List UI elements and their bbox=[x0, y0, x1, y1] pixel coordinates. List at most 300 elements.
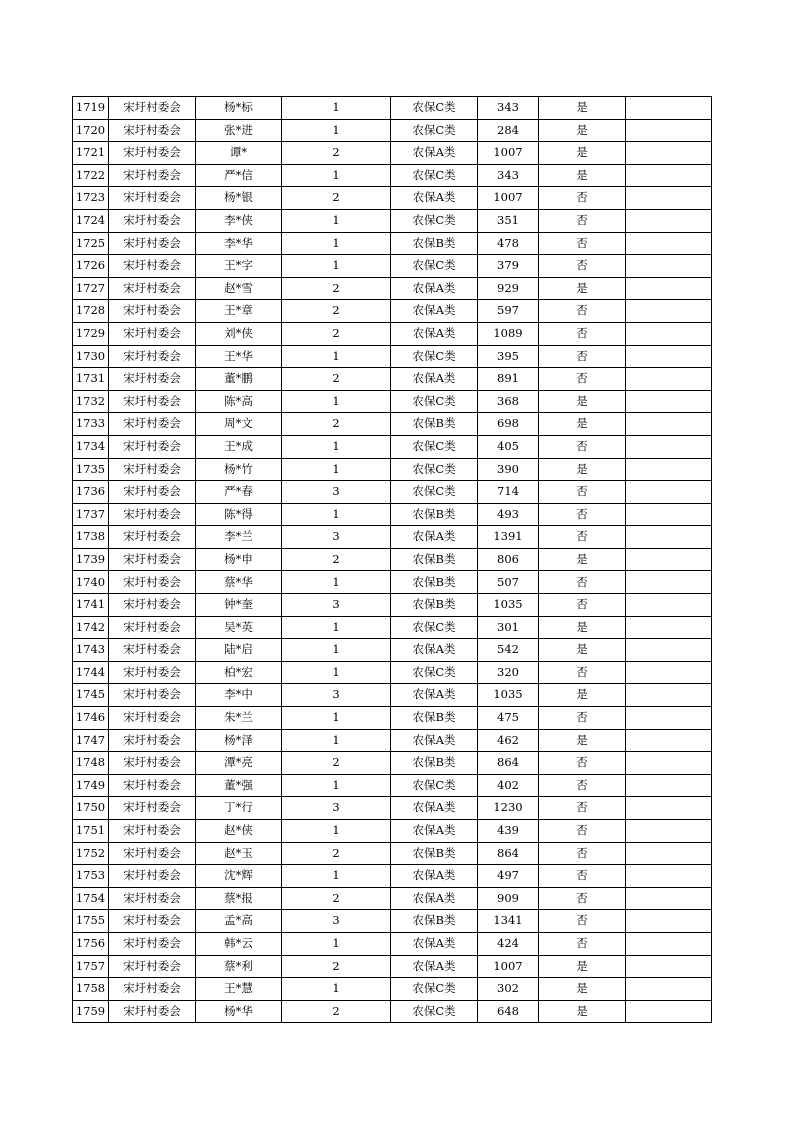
village-committee-cell: 宋圩村委会 bbox=[109, 1000, 196, 1023]
insurance-category-cell: 农保C类 bbox=[391, 164, 478, 187]
amount-cell: 402 bbox=[478, 774, 539, 797]
table-row bbox=[73, 616, 712, 639]
name-cell: 吴*英 bbox=[196, 616, 282, 639]
village-committee-cell: 宋圩村委会 bbox=[109, 435, 196, 458]
yes-no-cell: 是 bbox=[539, 277, 626, 300]
remark-cell bbox=[626, 232, 712, 255]
yes-no-cell: 是 bbox=[539, 1000, 626, 1023]
household-count-cell: 2 bbox=[282, 887, 391, 910]
village-committee-cell: 宋圩村委会 bbox=[109, 774, 196, 797]
village-committee-cell: 宋圩村委会 bbox=[109, 932, 196, 955]
amount-cell: 864 bbox=[478, 752, 539, 775]
insurance-category-cell: 农保A类 bbox=[391, 955, 478, 978]
amount-cell: 698 bbox=[478, 413, 539, 436]
name-cell: 赵*雪 bbox=[196, 277, 282, 300]
yes-no-cell: 否 bbox=[539, 797, 626, 820]
remark-cell bbox=[626, 345, 712, 368]
table-row bbox=[73, 142, 712, 165]
table-row bbox=[73, 232, 712, 255]
row-number-cell: 1736 bbox=[73, 481, 109, 504]
table-row bbox=[73, 820, 712, 843]
household-count-cell: 1 bbox=[282, 119, 391, 142]
table-row bbox=[73, 255, 712, 278]
remark-cell bbox=[626, 164, 712, 187]
insurance-category-cell: 农保C类 bbox=[391, 209, 478, 232]
yes-no-cell: 否 bbox=[539, 526, 626, 549]
row-number-cell: 1743 bbox=[73, 639, 109, 662]
village-committee-cell: 宋圩村委会 bbox=[109, 639, 196, 662]
yes-no-cell: 否 bbox=[539, 368, 626, 391]
name-cell: 董*强 bbox=[196, 774, 282, 797]
row-number-cell: 1724 bbox=[73, 209, 109, 232]
amount-cell: 648 bbox=[478, 1000, 539, 1023]
name-cell: 刘*侠 bbox=[196, 322, 282, 345]
amount-cell: 395 bbox=[478, 345, 539, 368]
table-row bbox=[73, 729, 712, 752]
row-number-cell: 1720 bbox=[73, 119, 109, 142]
remark-cell bbox=[626, 187, 712, 210]
row-number-cell: 1750 bbox=[73, 797, 109, 820]
village-committee-cell: 宋圩村委会 bbox=[109, 797, 196, 820]
row-number-cell: 1729 bbox=[73, 322, 109, 345]
name-cell: 王*成 bbox=[196, 435, 282, 458]
insurance-category-cell: 农保A类 bbox=[391, 820, 478, 843]
name-cell: 李*侠 bbox=[196, 209, 282, 232]
name-cell: 杨*华 bbox=[196, 1000, 282, 1023]
amount-cell: 379 bbox=[478, 255, 539, 278]
amount-cell: 597 bbox=[478, 300, 539, 323]
insurance-category-cell: 农保A类 bbox=[391, 368, 478, 391]
row-number-cell: 1748 bbox=[73, 752, 109, 775]
village-committee-cell: 宋圩村委会 bbox=[109, 255, 196, 278]
household-count-cell: 1 bbox=[282, 571, 391, 594]
household-count-cell: 3 bbox=[282, 526, 391, 549]
remark-cell bbox=[626, 842, 712, 865]
yes-no-cell: 否 bbox=[539, 707, 626, 730]
table-row bbox=[73, 413, 712, 436]
amount-cell: 478 bbox=[478, 232, 539, 255]
amount-cell: 1089 bbox=[478, 322, 539, 345]
table-row bbox=[73, 322, 712, 345]
yes-no-cell: 否 bbox=[539, 842, 626, 865]
name-cell: 陈*得 bbox=[196, 503, 282, 526]
amount-cell: 929 bbox=[478, 277, 539, 300]
yes-no-cell: 是 bbox=[539, 458, 626, 481]
amount-cell: 806 bbox=[478, 548, 539, 571]
insurance-category-cell: 农保B类 bbox=[391, 707, 478, 730]
name-cell: 孟*高 bbox=[196, 910, 282, 933]
yes-no-cell: 否 bbox=[539, 594, 626, 617]
remark-cell bbox=[626, 978, 712, 1001]
village-committee-cell: 宋圩村委会 bbox=[109, 526, 196, 549]
insurance-category-cell: 农保C类 bbox=[391, 390, 478, 413]
name-cell: 蔡*报 bbox=[196, 887, 282, 910]
table-row bbox=[73, 345, 712, 368]
name-cell: 王*慧 bbox=[196, 978, 282, 1001]
name-cell: 王*华 bbox=[196, 345, 282, 368]
amount-cell: 1391 bbox=[478, 526, 539, 549]
amount-cell: 405 bbox=[478, 435, 539, 458]
household-count-cell: 1 bbox=[282, 97, 391, 120]
remark-cell bbox=[626, 1000, 712, 1023]
household-count-cell: 1 bbox=[282, 820, 391, 843]
table-row bbox=[73, 955, 712, 978]
household-count-cell: 1 bbox=[282, 435, 391, 458]
row-number-cell: 1756 bbox=[73, 932, 109, 955]
insurance-category-cell: 农保C类 bbox=[391, 661, 478, 684]
remark-cell bbox=[626, 300, 712, 323]
name-cell: 丁*行 bbox=[196, 797, 282, 820]
insurance-category-cell: 农保A类 bbox=[391, 932, 478, 955]
village-committee-cell: 宋圩村委会 bbox=[109, 752, 196, 775]
table-row bbox=[73, 164, 712, 187]
amount-cell: 1035 bbox=[478, 684, 539, 707]
amount-cell: 390 bbox=[478, 458, 539, 481]
remark-cell bbox=[626, 458, 712, 481]
household-count-cell: 2 bbox=[282, 187, 391, 210]
insurance-category-cell: 农保A类 bbox=[391, 142, 478, 165]
village-committee-cell: 宋圩村委会 bbox=[109, 164, 196, 187]
name-cell: 王*字 bbox=[196, 255, 282, 278]
table-row bbox=[73, 119, 712, 142]
insurance-category-cell: 农保C类 bbox=[391, 345, 478, 368]
name-cell: 陈*高 bbox=[196, 390, 282, 413]
amount-cell: 493 bbox=[478, 503, 539, 526]
yes-no-cell: 否 bbox=[539, 820, 626, 843]
household-count-cell: 1 bbox=[282, 729, 391, 752]
yes-no-cell: 是 bbox=[539, 548, 626, 571]
row-number-cell: 1719 bbox=[73, 97, 109, 120]
village-committee-cell: 宋圩村委会 bbox=[109, 187, 196, 210]
household-count-cell: 2 bbox=[282, 142, 391, 165]
village-committee-cell: 宋圩村委会 bbox=[109, 503, 196, 526]
name-cell: 李*华 bbox=[196, 232, 282, 255]
row-number-cell: 1732 bbox=[73, 390, 109, 413]
yes-no-cell: 否 bbox=[539, 209, 626, 232]
village-committee-cell: 宋圩村委会 bbox=[109, 548, 196, 571]
table-row bbox=[73, 842, 712, 865]
yes-no-cell: 是 bbox=[539, 413, 626, 436]
remark-cell bbox=[626, 661, 712, 684]
amount-cell: 1007 bbox=[478, 187, 539, 210]
name-cell: 李*中 bbox=[196, 684, 282, 707]
yes-no-cell: 是 bbox=[539, 119, 626, 142]
name-cell: 严*信 bbox=[196, 164, 282, 187]
village-committee-cell: 宋圩村委会 bbox=[109, 209, 196, 232]
remark-cell bbox=[626, 774, 712, 797]
village-committee-cell: 宋圩村委会 bbox=[109, 277, 196, 300]
household-count-cell: 3 bbox=[282, 481, 391, 504]
name-cell: 赵*玉 bbox=[196, 842, 282, 865]
name-cell: 王*章 bbox=[196, 300, 282, 323]
village-committee-cell: 宋圩村委会 bbox=[109, 481, 196, 504]
yes-no-cell: 否 bbox=[539, 503, 626, 526]
insurance-category-cell: 农保A类 bbox=[391, 187, 478, 210]
amount-cell: 864 bbox=[478, 842, 539, 865]
row-number-cell: 1742 bbox=[73, 616, 109, 639]
remark-cell bbox=[626, 503, 712, 526]
yes-no-cell: 否 bbox=[539, 232, 626, 255]
household-count-cell: 2 bbox=[282, 752, 391, 775]
insurance-category-cell: 农保B类 bbox=[391, 752, 478, 775]
village-committee-cell: 宋圩村委会 bbox=[109, 571, 196, 594]
yes-no-cell: 否 bbox=[539, 481, 626, 504]
name-cell: 张*进 bbox=[196, 119, 282, 142]
name-cell: 周*文 bbox=[196, 413, 282, 436]
village-committee-cell: 宋圩村委会 bbox=[109, 390, 196, 413]
row-number-cell: 1747 bbox=[73, 729, 109, 752]
table-row bbox=[73, 865, 712, 888]
yes-no-cell: 否 bbox=[539, 322, 626, 345]
yes-no-cell: 否 bbox=[539, 752, 626, 775]
remark-cell bbox=[626, 684, 712, 707]
remark-cell bbox=[626, 322, 712, 345]
table-row bbox=[73, 97, 712, 120]
household-count-cell: 3 bbox=[282, 797, 391, 820]
name-cell: 谭* bbox=[196, 142, 282, 165]
table-row bbox=[73, 1000, 712, 1023]
household-count-cell: 1 bbox=[282, 978, 391, 1001]
amount-cell: 424 bbox=[478, 932, 539, 955]
amount-cell: 475 bbox=[478, 707, 539, 730]
household-count-cell: 2 bbox=[282, 300, 391, 323]
remark-cell bbox=[626, 865, 712, 888]
name-cell: 赵*侠 bbox=[196, 820, 282, 843]
household-count-cell: 2 bbox=[282, 955, 391, 978]
insurance-category-cell: 农保C类 bbox=[391, 458, 478, 481]
row-number-cell: 1744 bbox=[73, 661, 109, 684]
row-number-cell: 1737 bbox=[73, 503, 109, 526]
amount-cell: 351 bbox=[478, 209, 539, 232]
amount-cell: 368 bbox=[478, 390, 539, 413]
amount-cell: 320 bbox=[478, 661, 539, 684]
village-committee-cell: 宋圩村委会 bbox=[109, 910, 196, 933]
row-number-cell: 1752 bbox=[73, 842, 109, 865]
village-committee-cell: 宋圩村委会 bbox=[109, 661, 196, 684]
table-row bbox=[73, 368, 712, 391]
yes-no-cell: 是 bbox=[539, 639, 626, 662]
yes-no-cell: 是 bbox=[539, 142, 626, 165]
village-committee-cell: 宋圩村委会 bbox=[109, 955, 196, 978]
row-number-cell: 1723 bbox=[73, 187, 109, 210]
yes-no-cell: 是 bbox=[539, 164, 626, 187]
household-count-cell: 1 bbox=[282, 458, 391, 481]
remark-cell bbox=[626, 797, 712, 820]
remark-cell bbox=[626, 548, 712, 571]
household-count-cell: 2 bbox=[282, 413, 391, 436]
name-cell: 董*鹏 bbox=[196, 368, 282, 391]
yes-no-cell: 否 bbox=[539, 435, 626, 458]
insurance-category-cell: 农保A类 bbox=[391, 865, 478, 888]
insurance-category-cell: 农保A类 bbox=[391, 797, 478, 820]
remark-cell bbox=[626, 932, 712, 955]
table-row bbox=[73, 797, 712, 820]
row-number-cell: 1757 bbox=[73, 955, 109, 978]
yes-no-cell: 否 bbox=[539, 774, 626, 797]
yes-no-cell: 否 bbox=[539, 255, 626, 278]
household-count-cell: 1 bbox=[282, 639, 391, 662]
table-row bbox=[73, 458, 712, 481]
yes-no-cell: 否 bbox=[539, 865, 626, 888]
remark-cell bbox=[626, 481, 712, 504]
household-count-cell: 1 bbox=[282, 616, 391, 639]
table-row bbox=[73, 910, 712, 933]
row-number-cell: 1754 bbox=[73, 887, 109, 910]
yes-no-cell: 否 bbox=[539, 345, 626, 368]
name-cell: 严*春 bbox=[196, 481, 282, 504]
row-number-cell: 1730 bbox=[73, 345, 109, 368]
remark-cell bbox=[626, 97, 712, 120]
amount-cell: 1007 bbox=[478, 955, 539, 978]
row-number-cell: 1733 bbox=[73, 413, 109, 436]
village-committee-cell: 宋圩村委会 bbox=[109, 729, 196, 752]
table-row bbox=[73, 661, 712, 684]
yes-no-cell: 是 bbox=[539, 684, 626, 707]
row-number-cell: 1731 bbox=[73, 368, 109, 391]
yes-no-cell: 是 bbox=[539, 616, 626, 639]
insurance-category-cell: 农保A类 bbox=[391, 729, 478, 752]
village-committee-cell: 宋圩村委会 bbox=[109, 684, 196, 707]
remark-cell bbox=[626, 390, 712, 413]
row-number-cell: 1735 bbox=[73, 458, 109, 481]
household-count-cell: 1 bbox=[282, 255, 391, 278]
amount-cell: 497 bbox=[478, 865, 539, 888]
amount-cell: 1007 bbox=[478, 142, 539, 165]
name-cell: 蔡*利 bbox=[196, 955, 282, 978]
household-count-cell: 1 bbox=[282, 503, 391, 526]
row-number-cell: 1751 bbox=[73, 820, 109, 843]
village-committee-cell: 宋圩村委会 bbox=[109, 458, 196, 481]
row-number-cell: 1722 bbox=[73, 164, 109, 187]
remark-cell bbox=[626, 435, 712, 458]
insurance-category-cell: 农保B类 bbox=[391, 571, 478, 594]
remark-cell bbox=[626, 571, 712, 594]
insurance-category-cell: 农保C类 bbox=[391, 1000, 478, 1023]
remark-cell bbox=[626, 887, 712, 910]
village-committee-cell: 宋圩村委会 bbox=[109, 232, 196, 255]
village-committee-cell: 宋圩村委会 bbox=[109, 820, 196, 843]
row-number-cell: 1749 bbox=[73, 774, 109, 797]
insurance-category-cell: 农保C类 bbox=[391, 255, 478, 278]
insurance-category-cell: 农保B类 bbox=[391, 232, 478, 255]
name-cell: 杨*申 bbox=[196, 548, 282, 571]
table-row bbox=[73, 639, 712, 662]
amount-cell: 343 bbox=[478, 164, 539, 187]
amount-cell: 343 bbox=[478, 97, 539, 120]
row-number-cell: 1745 bbox=[73, 684, 109, 707]
household-count-cell: 1 bbox=[282, 345, 391, 368]
household-count-cell: 3 bbox=[282, 910, 391, 933]
amount-cell: 1341 bbox=[478, 910, 539, 933]
table-row bbox=[73, 932, 712, 955]
insurance-category-cell: 农保B类 bbox=[391, 910, 478, 933]
village-committee-cell: 宋圩村委会 bbox=[109, 978, 196, 1001]
data-table bbox=[72, 96, 712, 1023]
yes-no-cell: 否 bbox=[539, 932, 626, 955]
row-number-cell: 1727 bbox=[73, 277, 109, 300]
yes-no-cell: 是 bbox=[539, 390, 626, 413]
name-cell: 杨*标 bbox=[196, 97, 282, 120]
household-count-cell: 1 bbox=[282, 661, 391, 684]
village-committee-cell: 宋圩村委会 bbox=[109, 300, 196, 323]
household-count-cell: 1 bbox=[282, 209, 391, 232]
amount-cell: 714 bbox=[478, 481, 539, 504]
insurance-category-cell: 农保B类 bbox=[391, 413, 478, 436]
name-cell: 韩*云 bbox=[196, 932, 282, 955]
village-committee-cell: 宋圩村委会 bbox=[109, 97, 196, 120]
row-number-cell: 1758 bbox=[73, 978, 109, 1001]
village-committee-cell: 宋圩村委会 bbox=[109, 594, 196, 617]
row-number-cell: 1741 bbox=[73, 594, 109, 617]
insurance-category-cell: 农保C类 bbox=[391, 978, 478, 1001]
insurance-category-cell: 农保A类 bbox=[391, 300, 478, 323]
insurance-category-cell: 农保A类 bbox=[391, 526, 478, 549]
yes-no-cell: 是 bbox=[539, 955, 626, 978]
row-number-cell: 1759 bbox=[73, 1000, 109, 1023]
insurance-category-cell: 农保A类 bbox=[391, 887, 478, 910]
row-number-cell: 1740 bbox=[73, 571, 109, 594]
insurance-category-cell: 农保C类 bbox=[391, 774, 478, 797]
name-cell: 朱*兰 bbox=[196, 707, 282, 730]
amount-cell: 909 bbox=[478, 887, 539, 910]
table-row bbox=[73, 503, 712, 526]
yes-no-cell: 否 bbox=[539, 300, 626, 323]
row-number-cell: 1726 bbox=[73, 255, 109, 278]
village-committee-cell: 宋圩村委会 bbox=[109, 865, 196, 888]
household-count-cell: 2 bbox=[282, 368, 391, 391]
table-row bbox=[73, 774, 712, 797]
village-committee-cell: 宋圩村委会 bbox=[109, 119, 196, 142]
row-number-cell: 1753 bbox=[73, 865, 109, 888]
table-row bbox=[73, 187, 712, 210]
table-row bbox=[73, 887, 712, 910]
row-number-cell: 1755 bbox=[73, 910, 109, 933]
remark-cell bbox=[626, 752, 712, 775]
name-cell: 潭*亮 bbox=[196, 752, 282, 775]
yes-no-cell: 是 bbox=[539, 729, 626, 752]
village-committee-cell: 宋圩村委会 bbox=[109, 616, 196, 639]
village-committee-cell: 宋圩村委会 bbox=[109, 345, 196, 368]
row-number-cell: 1721 bbox=[73, 142, 109, 165]
table-row bbox=[73, 548, 712, 571]
remark-cell bbox=[626, 526, 712, 549]
household-count-cell: 2 bbox=[282, 842, 391, 865]
household-count-cell: 2 bbox=[282, 322, 391, 345]
insurance-category-cell: 农保A类 bbox=[391, 639, 478, 662]
table-row bbox=[73, 594, 712, 617]
household-count-cell: 1 bbox=[282, 164, 391, 187]
insurance-category-cell: 农保C类 bbox=[391, 481, 478, 504]
village-committee-cell: 宋圩村委会 bbox=[109, 413, 196, 436]
name-cell: 沈*辉 bbox=[196, 865, 282, 888]
table-row bbox=[73, 481, 712, 504]
remark-cell bbox=[626, 368, 712, 391]
village-committee-cell: 宋圩村委会 bbox=[109, 887, 196, 910]
name-cell: 钟*奎 bbox=[196, 594, 282, 617]
household-count-cell: 3 bbox=[282, 684, 391, 707]
amount-cell: 439 bbox=[478, 820, 539, 843]
village-committee-cell: 宋圩村委会 bbox=[109, 322, 196, 345]
row-number-cell: 1725 bbox=[73, 232, 109, 255]
remark-cell bbox=[626, 955, 712, 978]
insurance-category-cell: 农保A类 bbox=[391, 322, 478, 345]
row-number-cell: 1739 bbox=[73, 548, 109, 571]
table-row bbox=[73, 435, 712, 458]
village-committee-cell: 宋圩村委会 bbox=[109, 368, 196, 391]
amount-cell: 284 bbox=[478, 119, 539, 142]
insurance-category-cell: 农保C类 bbox=[391, 435, 478, 458]
remark-cell bbox=[626, 729, 712, 752]
